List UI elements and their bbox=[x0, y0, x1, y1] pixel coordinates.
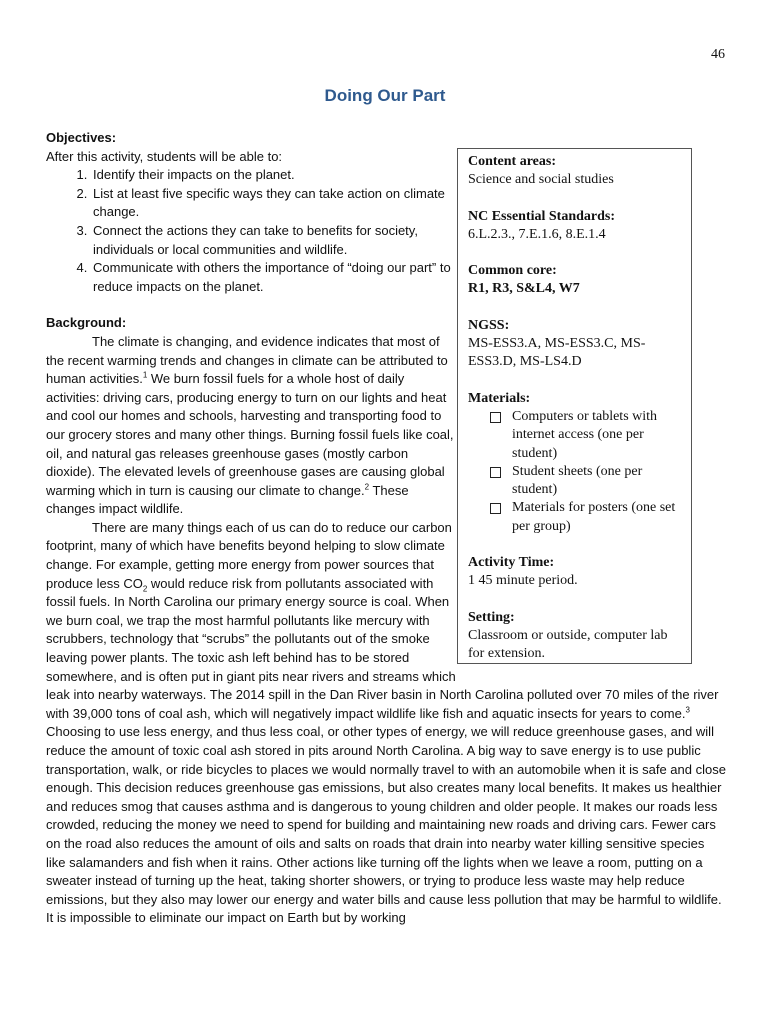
activity-time-text: 1 45 minute period. bbox=[468, 573, 578, 589]
checkbox-icon bbox=[490, 412, 501, 423]
activity-time-heading: Activity Time: bbox=[468, 555, 555, 571]
footnote-ref: 1 bbox=[142, 370, 148, 380]
objective-item: 2. List at least five specific ways they can take action on climate change. bbox=[91, 185, 726, 222]
material-label: Student sheets (one per student) bbox=[512, 463, 643, 498]
paragraph-text: The climate is changing, and evidence indicates that most of the recent warming trends and changes in climate can be attributed to human activities. bbox=[46, 333, 448, 387]
material-item bbox=[490, 499, 680, 536]
paragraph-text: would reduce risk from pollutants associated with fossil fuels. In North Carolina our primary energy source is coal. When we burn coal, we trap the most harmful pollutants like mercury with scrubbers, technology that “scrubs” the pollutants out of the smoke leaving power plants. The toxic ash left behind has to be stored somewhere, and is often put in giant pits near rivers and streams which leak into nearby waterways. The 2014 spill in the Dan River basin in North Carolina polluted over 70 miles of the river with 39,000 tons of coal ash, which will negatively impact wildlife like fish and aquatic insects for years to come. bbox=[46, 575, 719, 721]
subscript: 2 bbox=[142, 584, 148, 594]
objectives-heading: Objectives: bbox=[46, 130, 117, 145]
objective-item: 4. Communicate with others the importance of “doing our part” to reduce impacts on the planet. bbox=[91, 259, 726, 296]
objectives-intro: After this activity, students will be able to: bbox=[46, 148, 283, 164]
content-areas-text: Science and social studies bbox=[468, 172, 614, 188]
nc-standards-heading: NC Essential Standards: bbox=[468, 208, 616, 224]
content-areas-heading: Content areas: bbox=[468, 154, 557, 169]
materials-section bbox=[468, 390, 680, 536]
materials-heading: Materials: bbox=[468, 390, 531, 406]
activity-time-section bbox=[468, 554, 680, 591]
page-title: Doing Our Part bbox=[324, 86, 446, 105]
material-label: Materials for posters (one set per group) bbox=[512, 500, 676, 534]
footnote-ref: 2 bbox=[364, 482, 370, 492]
common-core-heading: Common core: bbox=[468, 263, 557, 279]
paragraph-text: There are many things each of us can do to reduce our carbon footprint, many of which have benefits beyond helping to slow climate change. For example, getting more energy from power sources that produce less CO bbox=[46, 519, 452, 591]
setting-text: Classroom or outside, computer lab for extension. bbox=[468, 627, 668, 662]
setting-section bbox=[468, 609, 680, 664]
lesson-info-box bbox=[457, 148, 692, 664]
common-core-section bbox=[468, 262, 680, 299]
materials-list bbox=[468, 408, 680, 536]
ngss-text: MS-ESS3.A, MS-ESS3.C, MS-ESS3.D, MS-LS4.D bbox=[468, 336, 646, 370]
content-areas-section bbox=[468, 153, 680, 190]
objective-item: 1. Identify their impacts on the planet. bbox=[91, 166, 726, 185]
checkbox-icon bbox=[490, 467, 501, 478]
footnote-ref: 3 bbox=[685, 705, 690, 715]
setting-heading: Setting: bbox=[468, 609, 515, 625]
background-heading: Background: bbox=[46, 315, 127, 331]
ngss-section bbox=[468, 317, 680, 372]
ngss-heading: NGSS: bbox=[468, 317, 510, 333]
checkbox-icon bbox=[490, 503, 501, 514]
common-core-text: R1, R3, S&L4, W7 bbox=[468, 281, 580, 297]
material-item bbox=[490, 463, 680, 500]
paragraph-text: These changes impact wildlife. bbox=[46, 482, 409, 517]
nc-standards-section bbox=[468, 208, 680, 245]
material-item bbox=[490, 408, 680, 463]
objective-item: 3. Connect the actions they can take to benefits for society, individuals or local communities and wildlife. bbox=[91, 222, 726, 259]
material-label: Computers or tablets with internet access (one per student) bbox=[512, 408, 658, 461]
paragraph-text: We burn fossil fuels for a whole host of daily activities: driving cars, producing energy to turn on our lights and heat and cool our homes and schools, harvesting and transporting food to our grocery stores and many other things. Burning fossil fuels like coal, oil, and natural gas releases greenhouse gases (mostly carbon dioxide). The elevated levels of greenhouse gases are causing global warming which in turn is causing our climate to change. bbox=[46, 371, 454, 498]
page-number: 46 bbox=[711, 47, 725, 62]
nc-standards-text: 6.L.2.3., 7.E.1.6, 8.E.1.4 bbox=[468, 226, 606, 242]
paragraph-text: Choosing to use less energy, and thus less coal, or other types of energy, we will reduce greenhouse gases, and will reduce the amount of toxic coal ash stored in pits around North Carolina. A big way to save energy is to use public transportation, walk, or ride bicycles to places we would normally travel to with an automobile when it is safe and close enough. This decision reduces greenhouse gas emissions, but also creates many local benefits. It makes us healthier and reduces smog that causes asthma and is dangerous to young children and older people. It makes our roads less crowded, reducing the money we need to spend for building and maintaining new roads and driving cars. Fewer cars on the road also reduces the amount of oils and salts on roads that drain into nearby water killing sensitive species like salamanders and fish when it rains. Other actions like turning off the lights when we leave a room, putting on a sweater instead of turning up the heat, taking shorter showers, or trying to produce less waste may help reduce emissions, but they also may lower our energy and water bills and cause less pollution that may be harmful to wildlife. It is impossible to eliminate our impact on Earth but by working bbox=[46, 724, 726, 926]
